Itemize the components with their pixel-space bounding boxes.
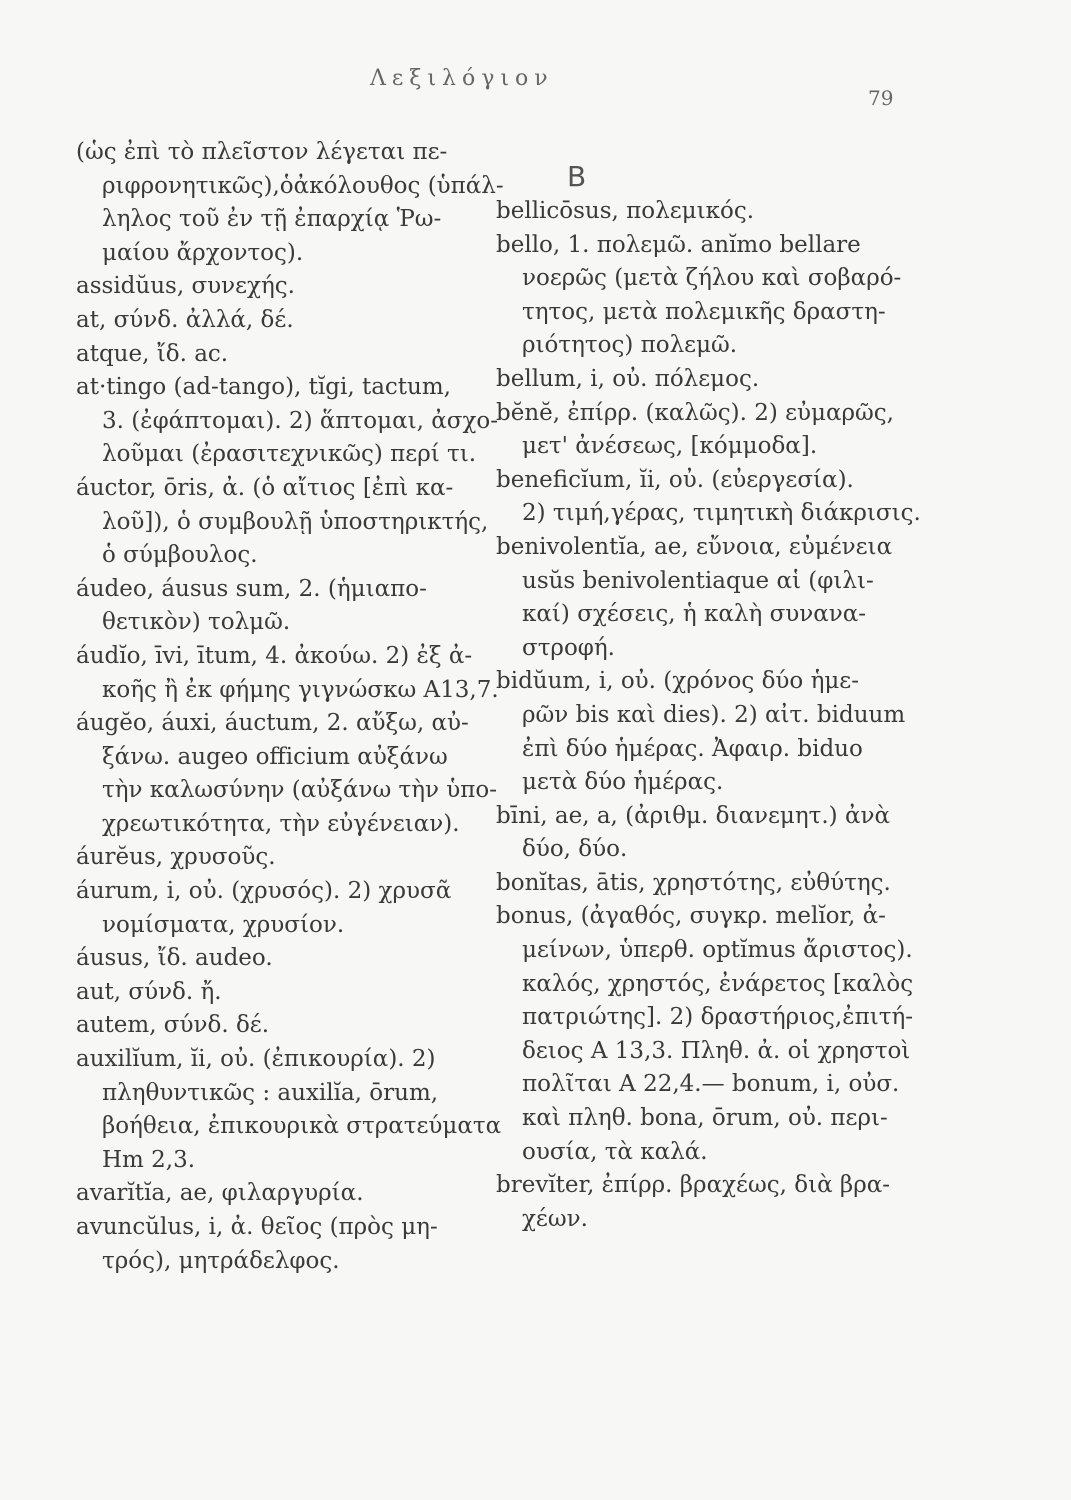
entry-line: κοῆς ἢ ἐκ φήμης γιγνώσκω A13,7. [102, 676, 499, 703]
entry-line: ἐπὶ δύο ἡμέρας. Ἀφαιρ. biduo [522, 735, 863, 762]
entry-line: λοῦ]), ὁ συμβουλῇ ὑποστηρικτής, [102, 508, 489, 535]
entry-line: χέων. [522, 1205, 588, 1232]
entry-line: brevĭter, ἐπίρρ. βραχέως, διὰ βρα- [496, 1172, 891, 1199]
entry-line: bellum, i, οὐ. πόλεμος. [496, 365, 760, 392]
entry-line: ληλος τοῦ ἐν τῇ ἐπαρχίᾳ Ῥω- [102, 206, 442, 233]
entry-line: avarĭtĭa, ae, φιλαργυρία. [76, 1180, 364, 1207]
entry-line: μετὰ δύο ἡμέρας. [522, 769, 724, 796]
entry-line: στροφή. [522, 634, 615, 661]
entry-line: 3. (ἐφάπτομαι). 2) ἅπτομαι, ἀσχο- [102, 407, 499, 434]
entry-line: ρῶν bis καὶ dies). 2) αἰτ. biduum [522, 701, 906, 728]
entry-line: atque, ἴδ. ac. [76, 340, 229, 367]
entry-line: βοήθεια, ἐπικουρικὰ στρατεύματα [102, 1113, 502, 1140]
entry-line: at·tingo (ad-tango), tĭgi, tactum, [76, 374, 451, 401]
entry-line: πολῖται A 22,4.— bonum, i, οὐσ. [522, 1071, 900, 1098]
entry-line: τὴν καλωσύνην (αὐξάνω τὴν ὑπο- [102, 777, 498, 804]
entry-line: usŭs benivolentiaque αἱ (φιλι- [522, 567, 874, 594]
entry-line: καλός, χρηστός, ἐνάρετος [καλὸς [522, 970, 914, 997]
entry-line: áuctor, ōris, ἀ. (ὁ αἴτιος [ἐπὶ κα- [76, 474, 454, 501]
entry-line: bīni, ae, a, (ἀριθμ. διανεμητ.) ἀνὰ [496, 802, 890, 829]
entry-line: χρεωτικότητα, τὴν εὐγένειαν). [102, 810, 460, 837]
right-column [496, 195, 948, 1236]
entry-line: μετ' ἀνέσεως, [κόμμοδα]. [522, 433, 818, 460]
entry-line: καὶ πληθ. bona, ōrum, οὐ. περι- [522, 1105, 888, 1132]
entry-line: bidŭum, i, οὐ. (χρόνος δύο ἡμε- [496, 668, 859, 695]
entry-line: πατριώτης]. 2) δραστήριος,ἐπιτή- [522, 1004, 913, 1031]
running-header: Λεξιλόγιον [370, 66, 554, 91]
entry-line: πληθυντικῶς : auxilĭa, ōrum, [102, 1079, 439, 1106]
entry-line: ξάνω. augeo officium αὐξάνω [102, 743, 448, 770]
entry-line: áudeo, áusus sum, 2. (ἡμιαπο- [76, 575, 427, 602]
entry-line: áurum, i, οὐ. (χρυσός). 2) χρυσᾶ [76, 878, 452, 905]
entry-line: avuncŭlus, i, ἀ. θεῖος (πρὸς μη- [76, 1214, 438, 1240]
entry-line: bonus, (ἀγαθός, συγκρ. melĭor, ἀ- [496, 903, 886, 930]
entry-line: ριφρονητικῶς),ὁἀκόλουθος (ὑπάλ- [102, 172, 504, 199]
entry-line: ὁ σύμβουλος. [102, 542, 258, 569]
page-number: 79 [868, 86, 894, 110]
entry-line: Hm 2,3. [102, 1146, 196, 1173]
entry-line: δειος A 13,3. Πληθ. ἀ. οἱ χρηστοὶ [522, 1037, 911, 1064]
entry-line: θετικὸν) τολμῶ. [102, 609, 291, 636]
entry-line: νοερῶς (μετὰ ζήλου καὶ σοβαρό- [522, 265, 902, 292]
entry-line: ουσία, τὰ καλά. [522, 1138, 708, 1165]
entry-line: τητος, μετὰ πολεμικῆς δραστη- [522, 298, 886, 325]
entry-line: bonĭtas, ātis, χρηστότης, εὐθύτης. [496, 869, 891, 896]
entry-line: assidŭus, συνεχής. [76, 273, 295, 300]
entry-line: bellicōsus, πολεμικός. [496, 198, 755, 224]
entry-line: μαίου ἄρχοντος). [102, 239, 304, 266]
entry-line: auxilĭum, ĭi, οὐ. (ἐπικουρία). 2) [76, 1046, 436, 1073]
entry-line: at, σύνδ. ἀλλά, δέ. [76, 306, 294, 333]
entry-line: (ὡς ἐπὶ τὸ πλεῖστον λέγεται πε- [76, 139, 448, 165]
entry-line: νομίσματα, χρυσίον. [102, 911, 345, 938]
left-column [76, 136, 504, 1278]
entry-line: áusus, ἴδ. audeo. [76, 945, 273, 972]
entry-line: 2) τιμή,γέρας, τιμητικὴ διάκρισις. [522, 500, 921, 527]
entry-line: bello, 1. πολεμῶ. anĭmo bellare [496, 231, 861, 258]
entry-line: δύο, δύο. [522, 836, 628, 863]
entry-line: áugĕo, áuxi, áuctum, 2. αὔξω, αὐ- [76, 710, 469, 737]
entry-line: λοῦμαι (ἐρασιτεχνικῶς) περί τι. [102, 441, 477, 468]
section-letter: B [567, 160, 587, 193]
entry-line: bĕnĕ, ἐπίρρ. (καλῶς). 2) εὐμαρῶς, [496, 399, 894, 426]
entry-line: beneficĭum, ĭi, οὐ. (εὐεργεσία). [496, 466, 854, 493]
entry-line: τρός), μητράδελφος. [102, 1247, 340, 1274]
entry-line: μείνων, ὑπερθ. optĭmus ἄριστος). [522, 937, 913, 964]
entry-line: καί) σχέσεις, ἡ καλὴ συνανα- [522, 601, 867, 628]
entry-line: autem, σύνδ. δέ. [76, 1012, 270, 1039]
entry-line: áudĭo, īvi, ītum, 4. ἀκούω. 2) ἐξ ἀ- [76, 642, 473, 669]
entry-line: áurĕus, χρυσοῦς. [76, 844, 276, 871]
entry-line: ριότητος) πολεμῶ. [522, 332, 738, 359]
entry-line: benivolentĭa, ae, εὔνοια, εὐμένεια [496, 533, 893, 560]
entry-line: aut, σύνδ. ἤ. [76, 978, 222, 1005]
